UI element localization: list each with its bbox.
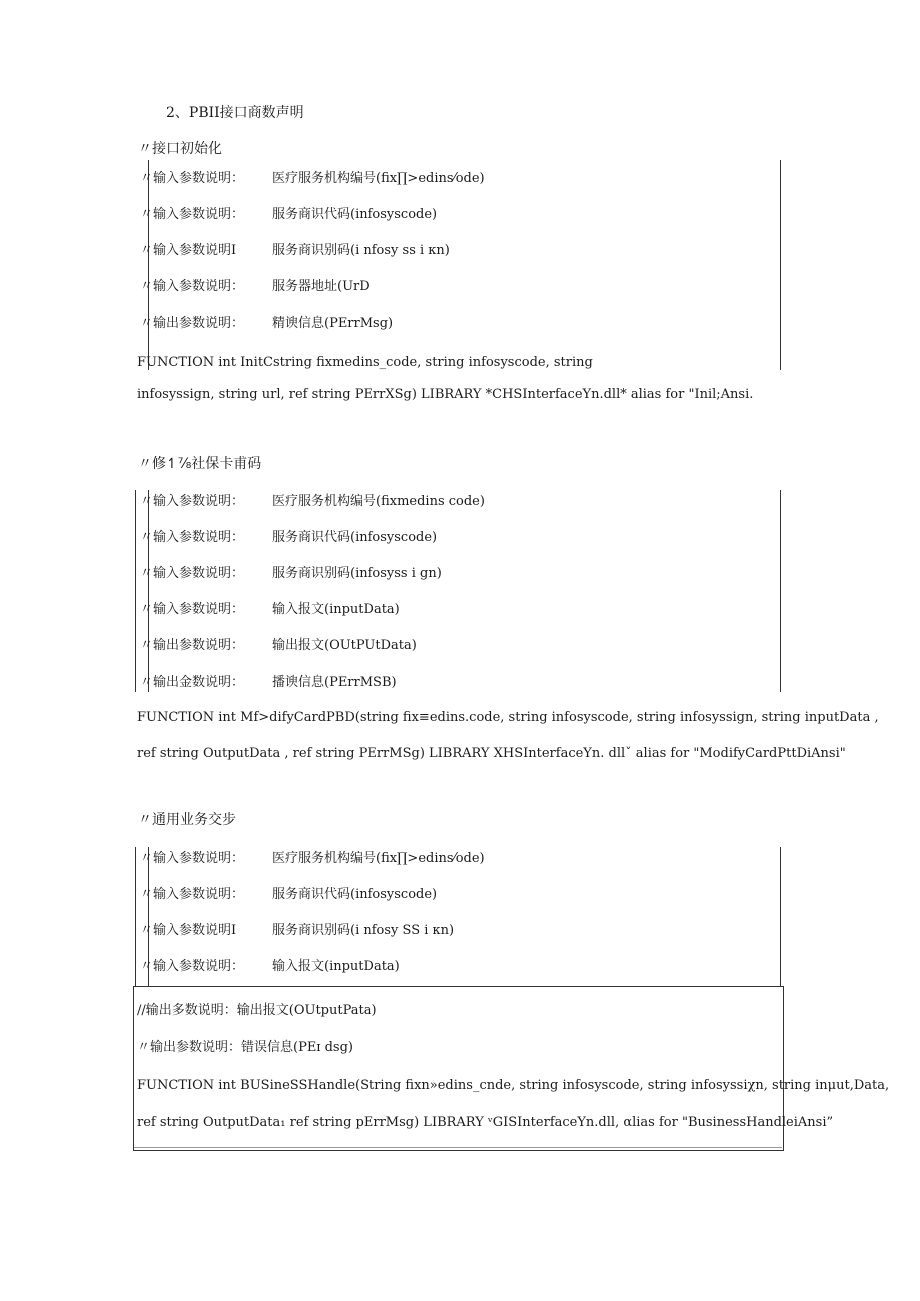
param-label: 〃输入参数说明：	[140, 207, 245, 222]
param-value: 服务商识别码(infosyss i gn)	[272, 566, 442, 581]
function-declaration: FUNCTION int Mf>difyCardPBD(string fix≡edins.code, string infosyscode, string infosyssign, string inputData ,	[137, 710, 879, 725]
right-border	[780, 490, 781, 692]
section-heading: 2、PBII接口商数声明	[166, 105, 304, 121]
param-label: 〃输入参数说明：	[140, 494, 245, 509]
param-value: 输入报文(inputData)	[272, 602, 400, 617]
left-border	[148, 160, 149, 370]
param-value: 医疗服务机构编号(fix∏>edins⁄ode)	[272, 171, 485, 186]
param-label: 〃输出金数说明：	[140, 675, 245, 690]
param-label: 〃输入参数说明：	[140, 530, 245, 545]
param-label: 〃输入参数说明：	[140, 279, 245, 294]
param-label: 〃输入参数说明：	[140, 959, 245, 974]
function-declaration: FUNCTION int InitCstring fixmedins_code, string infosyscode, string	[137, 355, 593, 370]
param-label: 〃输入参数说明：	[140, 602, 245, 617]
right-border	[780, 160, 781, 370]
param-line: 〃输出参数说明：错误信息(PEɪ dsg)	[137, 1040, 353, 1055]
function-declaration-cont: ref string OutputData , ref string PErrMSg) LIBRARY XHSInterfaceYn. dllˇ alias for "ModifyCardPttDiAnsi"	[137, 746, 846, 761]
function-declaration: FUNCTION int BUSineSSHandle(String fixn»edins_cnde, string infosyscode, string infosyssiχn, string inμut,Data,	[137, 1078, 890, 1093]
left-border	[148, 490, 149, 692]
param-line: //输出多数说明：输出报文(OUtputPata)	[137, 1003, 377, 1018]
param-label: 〃输入参数说明I	[140, 243, 237, 258]
param-label: 〃输出参数说明：	[140, 316, 245, 331]
param-label: 〃输入参数说明：	[140, 171, 245, 186]
param-value: 服务商识别码(i nfosy ss i κn)	[272, 243, 450, 258]
param-value: 服务商识别码(i nfosy SS i κn)	[272, 923, 455, 938]
section-title-business: 〃通用业务交步	[138, 812, 236, 828]
right-border	[780, 847, 781, 987]
param-value: 服务器地址(UrD	[272, 279, 370, 294]
box-inner-rule	[134, 1147, 782, 1148]
param-value: 播谀信息(PErrMSB)	[272, 675, 397, 690]
left-border	[135, 847, 136, 987]
param-value: 服务商识代码(infosyscode)	[272, 530, 438, 545]
param-value: 服务商识代码(infosyscode)	[272, 887, 438, 902]
param-label: 〃输入参数说明：	[140, 887, 245, 902]
param-value: 服务商识代码(infosyscode)	[272, 207, 438, 222]
param-value: 输入报文(inputData)	[272, 959, 400, 974]
param-label: 〃输出参数说明：	[140, 638, 245, 653]
function-declaration-cont: ref string OutputData₁ ref string pErrMsg) LIBRARY ᵛGISInterfaceYn.dll, αlias for "BusinessHandleiAnsi”	[137, 1115, 834, 1130]
param-label: 〃输入参数说明I	[140, 923, 237, 938]
param-value: 输出报文(OUtPUtData)	[272, 638, 417, 653]
param-label: 〃输入参数说明：	[140, 851, 245, 866]
param-value: 精谀信息(PErrMsg)	[272, 316, 394, 331]
param-value: 医疗服务机构编号(fix∏>edins⁄ode)	[272, 851, 485, 866]
param-value: 医疗服务机构编号(fixmedins code)	[272, 494, 485, 509]
param-label: 〃输入参数说明：	[140, 566, 245, 581]
left-border	[135, 490, 136, 692]
section-title-modify-card: 〃修↿⅞社保卡甫码	[138, 456, 262, 472]
section-title-init: 〃接口初始化	[138, 141, 222, 157]
function-declaration-cont: infosyssign, string url, ref string PErrXSg) LIBRARY *CHSInterfaceYn.dll* alias for "Inil;Ansi.	[137, 387, 754, 402]
